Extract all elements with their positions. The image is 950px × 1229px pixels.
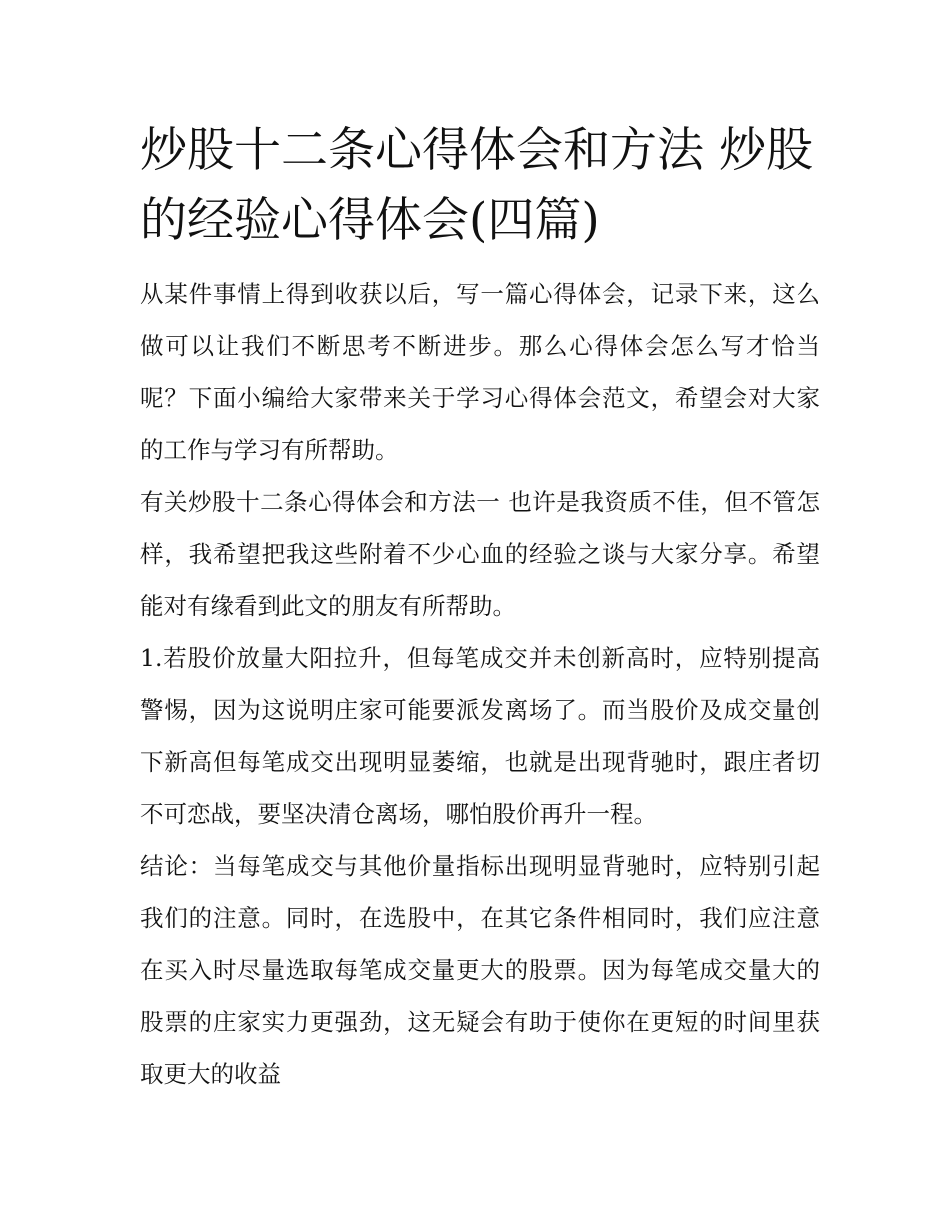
paragraph-section-one: 有关炒股十二条心得体会和方法一 也许是我资质不佳，但不管怎样，我希望把我这些附着不少心血的经验之谈与大家分享。希望能对有缘看到此文的朋友有所帮助。: [140, 488, 820, 620]
paragraph-conclusion: 结论：当每笔成交与其他价量指标出现明显背驰时，应特别引起我们的注意。同时，在选股中，在其它条件相同时，我们应注意在买入时尽量选取每笔成交量更大的股票。因为每笔成交量大的股票的庄家实力更强劲，这无疑会有助于使你在更短的时间里获取更大的收益: [140, 852, 820, 1088]
paragraph-intro: 从某件事情上得到收获以后，写一篇心得体会，记录下来，这么做可以让我们不断思考不断进步。那么心得体会怎么写才恰当呢？下面小编给大家带来关于学习心得体会范文，希望会对大家的工作与学习有所帮助。: [140, 280, 820, 464]
document-body: [140, 268, 820, 1100]
paragraph-point-one: 1.若股价放量大阳拉升，但每笔成交并未创新高时，应特别提高警惕，因为这说明庄家可能要派发离场了。而当股价及成交量创下新高但每笔成交出现明显萎缩，也就是出现背驰时，跟庄者切不可恋战，要坚决清仓离场，哪怕股价再升一程。: [140, 644, 820, 828]
document-title: 炒股十二条心得体会和方法 炒股的经验心得体会(四篇): [140, 123, 813, 248]
